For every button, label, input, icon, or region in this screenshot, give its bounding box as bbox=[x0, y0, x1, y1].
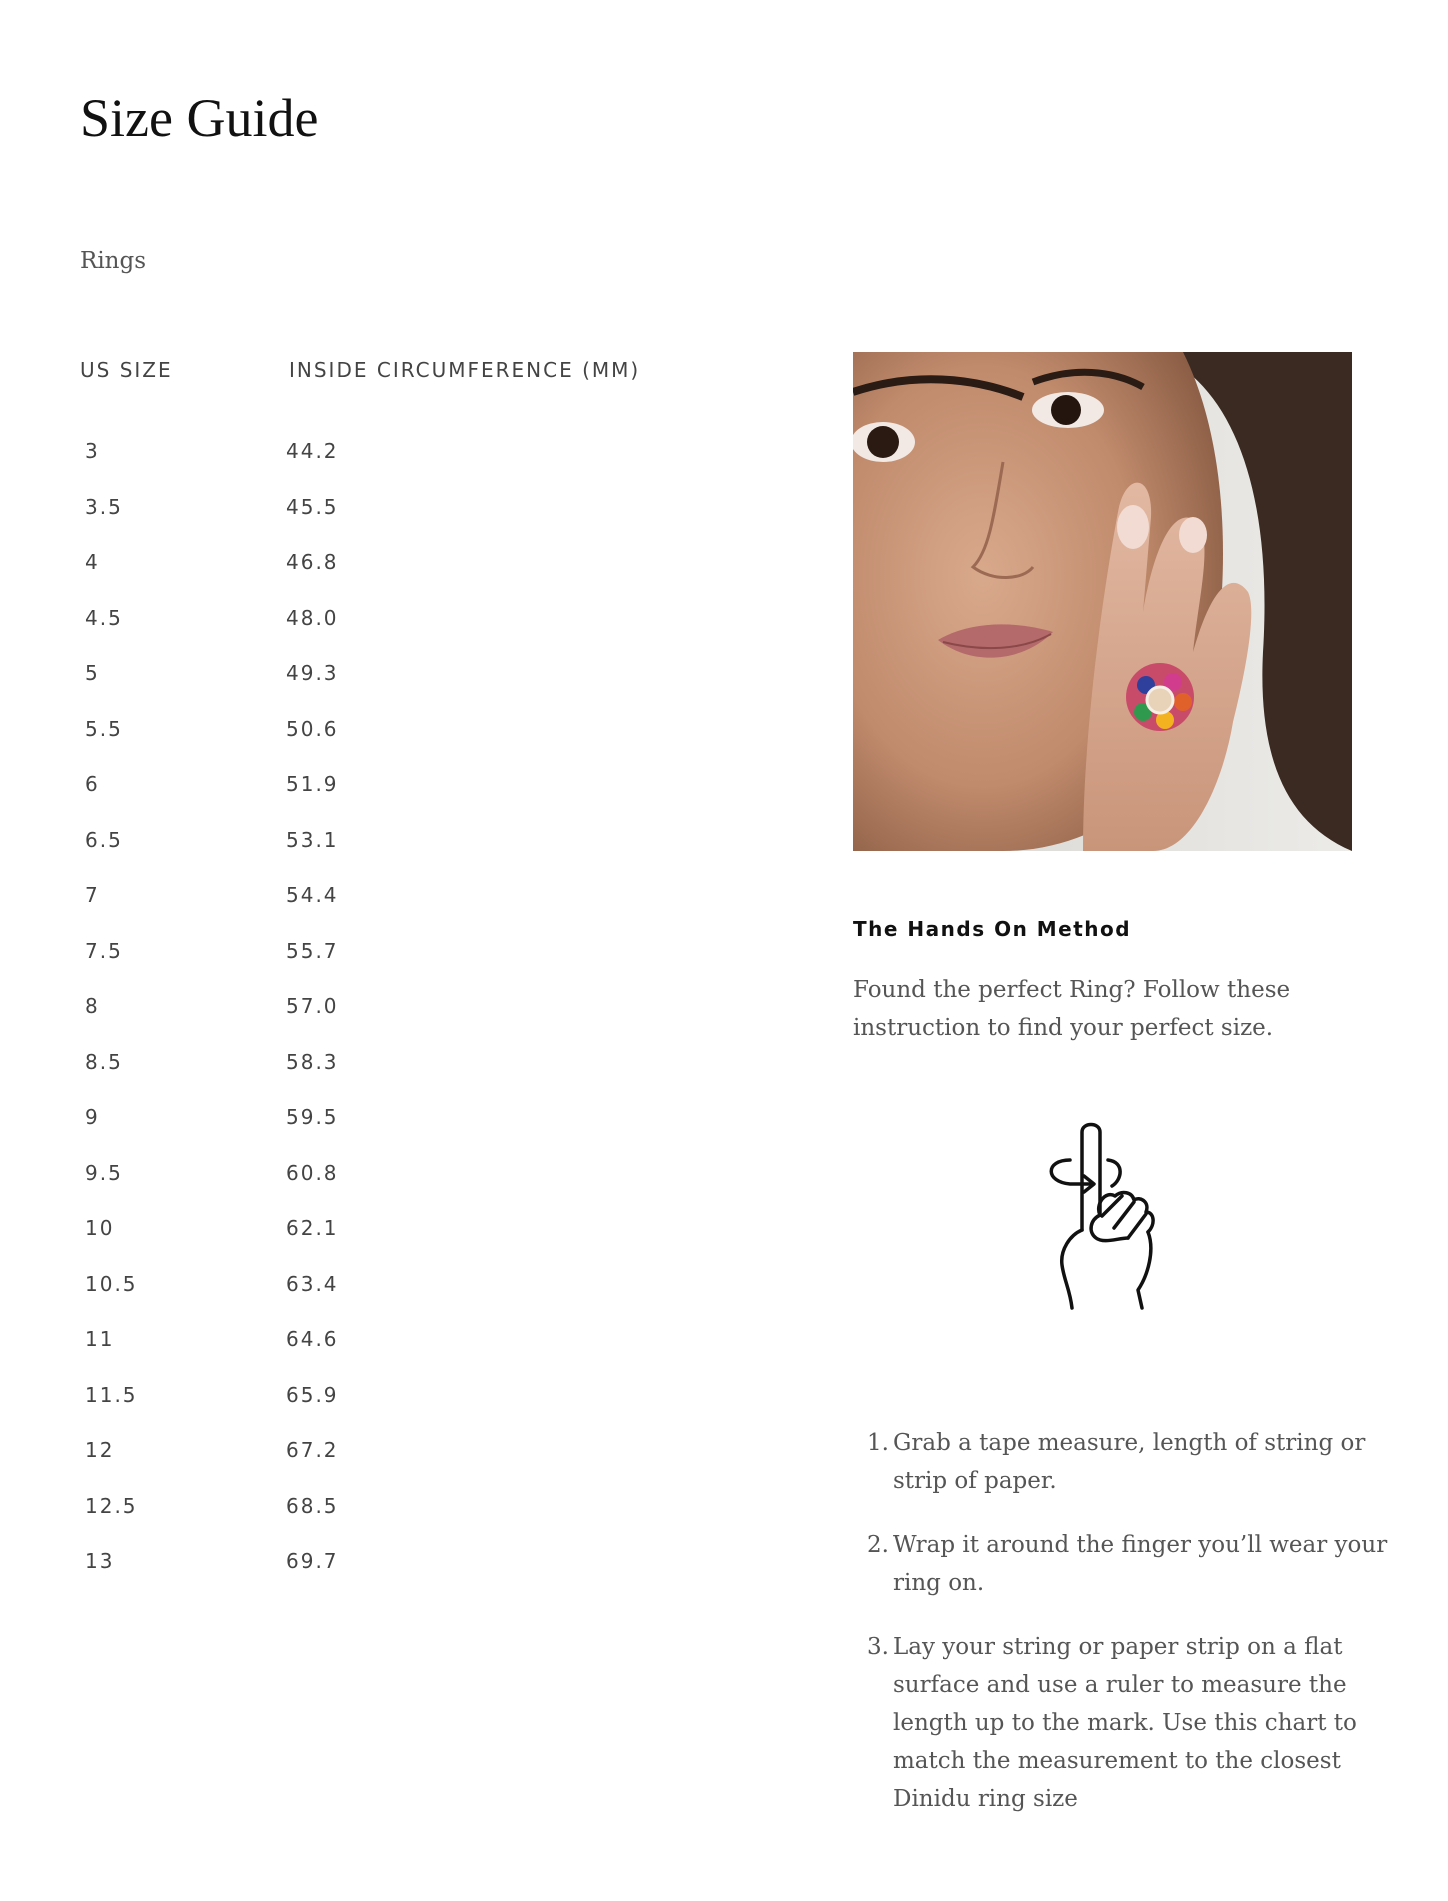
us-size-cell: 10.5 bbox=[85, 1271, 138, 1296]
table-row bbox=[0, 1482, 760, 1538]
us-size-cell: 9.5 bbox=[85, 1160, 123, 1185]
circumference-cell: 51.9 bbox=[286, 772, 339, 796]
section-label-rings: Rings bbox=[80, 248, 147, 274]
us-size-cell: 4 bbox=[85, 550, 100, 574]
us-size-cell: 7.5 bbox=[85, 938, 123, 963]
circumference-cell: 57.0 bbox=[286, 994, 339, 1018]
circumference-cell: 64.6 bbox=[286, 1327, 339, 1351]
us-size-cell: 3 bbox=[85, 439, 100, 463]
table-row bbox=[0, 1315, 760, 1371]
column-header-us-size: US SIZE bbox=[80, 358, 173, 382]
table-row bbox=[0, 927, 760, 983]
us-size-cell: 12.5 bbox=[85, 1493, 138, 1518]
step-number: 2. bbox=[867, 1532, 889, 1558]
circumference-cell: 60.8 bbox=[286, 1160, 339, 1185]
step-text: Wrap it around the finger you’ll wear your ring on. bbox=[893, 1532, 1388, 1596]
table-row bbox=[0, 1371, 760, 1427]
us-size-cell: 6.5 bbox=[85, 827, 123, 852]
us-size-cell: 6 bbox=[85, 772, 100, 796]
table-row bbox=[0, 705, 760, 761]
us-size-cell: 9 bbox=[85, 1105, 100, 1129]
circumference-cell: 46.8 bbox=[286, 550, 339, 574]
method-heading: The Hands On Method bbox=[853, 917, 1132, 941]
table-row bbox=[0, 871, 760, 927]
table-row bbox=[0, 1093, 760, 1149]
us-size-cell: 11 bbox=[85, 1327, 115, 1351]
us-size-cell: 3.5 bbox=[85, 494, 123, 519]
us-size-cell: 8.5 bbox=[85, 1049, 123, 1074]
circumference-cell: 54.4 bbox=[286, 883, 339, 907]
table-row bbox=[0, 1149, 760, 1205]
circumference-cell: 45.5 bbox=[286, 494, 339, 519]
us-size-cell: 12 bbox=[85, 1438, 115, 1462]
us-size-cell: 5.5 bbox=[85, 716, 123, 741]
us-size-cell: 13 bbox=[85, 1549, 115, 1573]
step-text: Lay your string or paper strip on a flat surface and use a ruler to measure the length up to the mark. Use this chart to match the measurement to the closest Dinidu ring size bbox=[893, 1634, 1357, 1812]
instruction-step bbox=[853, 1424, 1413, 1500]
circumference-cell: 48.0 bbox=[286, 605, 339, 630]
finger-wrap-icon bbox=[1030, 1120, 1190, 1310]
circumference-cell: 49.3 bbox=[286, 661, 339, 685]
circumference-cell: 50.6 bbox=[286, 716, 339, 741]
table-row bbox=[0, 1038, 760, 1094]
us-size-cell: 8 bbox=[85, 994, 100, 1018]
circumference-cell: 44.2 bbox=[286, 439, 339, 463]
column-header-circumference: INSIDE CIRCUMFERENCE (MM) bbox=[289, 358, 641, 382]
table-row bbox=[0, 1537, 760, 1593]
us-size-cell: 5 bbox=[85, 661, 100, 685]
table-row bbox=[0, 1260, 760, 1316]
us-size-cell: 11.5 bbox=[85, 1382, 138, 1407]
table-row bbox=[0, 1426, 760, 1482]
model-ring-photo bbox=[853, 352, 1352, 851]
table-row bbox=[0, 427, 760, 483]
us-size-cell: 10 bbox=[85, 1216, 115, 1240]
table-row bbox=[0, 816, 760, 872]
step-text: Grab a tape measure, length of string or strip of paper. bbox=[893, 1430, 1366, 1494]
circumference-cell: 68.5 bbox=[286, 1493, 339, 1518]
step-number: 1. bbox=[867, 1430, 889, 1456]
table-row bbox=[0, 1204, 760, 1260]
circumference-cell: 58.3 bbox=[286, 1049, 339, 1074]
table-row bbox=[0, 483, 760, 539]
page-title: Size Guide bbox=[80, 88, 319, 148]
circumference-cell: 55.7 bbox=[286, 938, 339, 963]
instruction-steps bbox=[853, 1424, 1413, 1844]
circumference-cell: 63.4 bbox=[286, 1271, 339, 1296]
instruction-step bbox=[853, 1628, 1413, 1818]
table-row bbox=[0, 760, 760, 816]
circumference-cell: 62.1 bbox=[286, 1216, 339, 1240]
us-size-cell: 7 bbox=[85, 883, 100, 907]
ring-size-table bbox=[0, 427, 760, 1593]
circumference-cell: 53.1 bbox=[286, 827, 339, 852]
instruction-step bbox=[853, 1526, 1413, 1602]
table-row bbox=[0, 982, 760, 1038]
method-intro-text: Found the perfect Ring? Follow these instruction to find your perfect size. bbox=[853, 977, 1291, 1041]
table-row bbox=[0, 649, 760, 705]
table-row bbox=[0, 538, 760, 594]
circumference-cell: 69.7 bbox=[286, 1549, 339, 1573]
circumference-cell: 65.9 bbox=[286, 1382, 339, 1407]
circumference-cell: 59.5 bbox=[286, 1105, 339, 1129]
table-row bbox=[0, 594, 760, 650]
us-size-cell: 4.5 bbox=[85, 605, 123, 630]
circumference-cell: 67.2 bbox=[286, 1438, 339, 1462]
step-number: 3. bbox=[867, 1634, 889, 1660]
